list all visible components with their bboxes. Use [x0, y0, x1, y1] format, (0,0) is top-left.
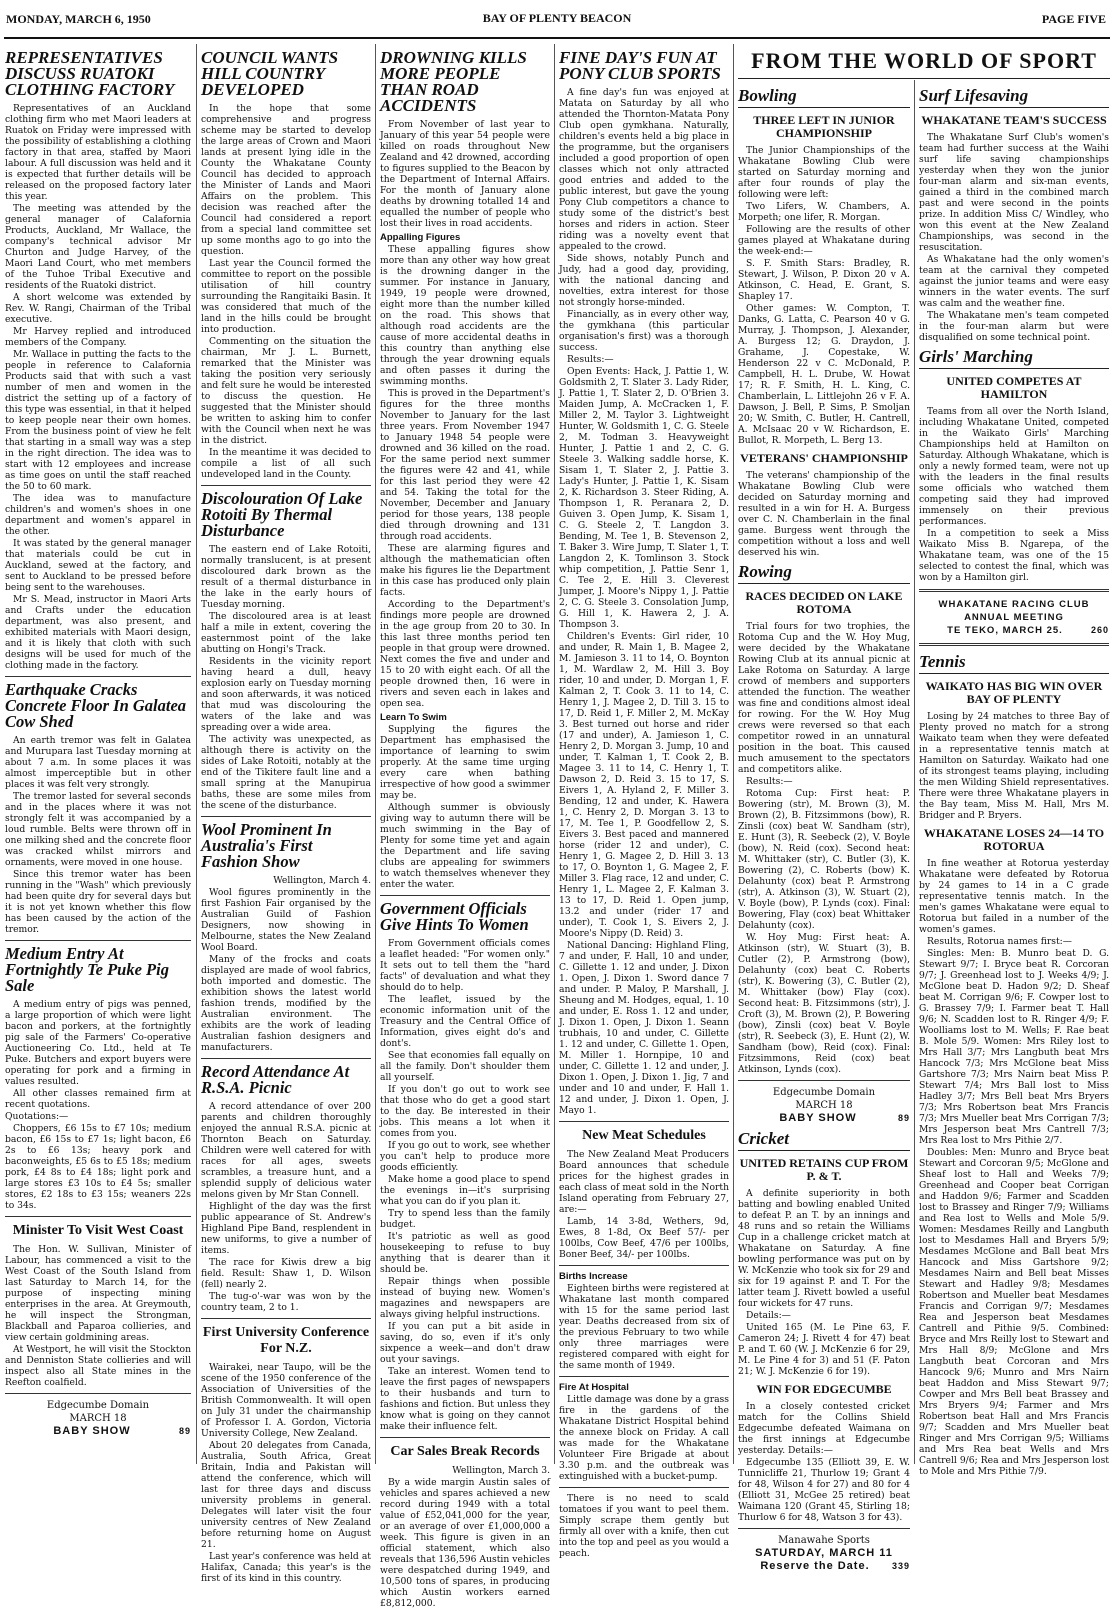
paragraph: About 20 delegates from Canada, Australia, South Africa, Great Britain, India and Pakistan will attend the conference, which will last for three days and discuss university problems in general. Delegates will later visit the four university centres of New Zealand before returning home on August 21.	[201, 1440, 371, 1550]
paragraph: A fine day's fun was enjoyed at Matata on Saturday by all who attended the Thornton-Matata Pony Club open gymkhana. Naturally, children's events held a big place in the programme, but the organisers included a good proportion of open classes which not only attracted good entries and added to the public interest, but gave the young Pony Club competitors a chance to study some of the district's best horses and riders in action. Steer riding was a novelty event that appealed to the crowd.	[559, 87, 729, 252]
column-divider	[554, 44, 555, 1464]
headline-births: Births Increase	[559, 1271, 628, 1282]
paragraph: There is no need to scald tomatoes if you want to peel them. Simply scrape them gently but firmly all over with a knife, then cut into the top and peel as you would a peach.	[559, 1493, 729, 1559]
column-divider	[375, 44, 376, 1464]
paragraph: Highlight of the day was the first public appearance of St. Andrew's Highland Pipe Band, resplendent in new uniforms, to give a number of items.	[201, 1201, 371, 1256]
headline-whakatane-loses: WHAKATANE LOSES 24—14 TO ROTORUA	[923, 826, 1105, 853]
paragraph: Lamb, 14 3-8d, Wethers, 9d, Ewes, 8 1-8d, Ox Beef 57/- per 100lbs, Cow Beef, 47/6 per 100lbs, Boner Beef, 34/- per 100lbs.	[559, 1216, 729, 1260]
paragraph: Mr Harvey replied and introduced members of the Company.	[5, 326, 191, 348]
headline-junior-championship: THREE LEFT IN JUNIOR CHAMPIONSHIP	[753, 113, 895, 140]
advert-title: Reserve the Date. 339	[760, 1560, 910, 1572]
headline-veterans: VETERANS' CHAMPIONSHIP	[740, 451, 908, 465]
headline-university: First University Conference For N.Z.	[202, 1325, 370, 1356]
column-divider	[196, 44, 197, 1464]
paragraph: Residents in the vicinity report having heard a dull, heavy explosion early on Tuesday morning and soon afterwards, it was noticed that mud was discolouring the waters of the lake and was spreading over a wide area.	[201, 656, 371, 733]
paragraph: S. F. Smith Stars: Bradley, R. Stewart, J. Wilson, P. Dixon 20 v A. Atkinson, C. Head, E. Grant, S. Shapley 17.	[738, 258, 910, 302]
column-5	[738, 82, 910, 1572]
paragraph: Losing by 24 matches to three Bay of Plenty proved no match for a strong Waikato team when they were defeated in a representative tennis match at Hamilton on Saturday. Waikato had one of its strongest teams playing, including the men Wilding Shield representatives. There were three Whakatane players in the Bay team, Miss M. Hall, Mrs M. Bridger and P. Bryers.	[919, 711, 1109, 821]
paragraph: Side shows, notably Punch and Judy, had a good day, providing, with the national dancing and novelties, extra interest for those not strongly horse-minded.	[559, 253, 729, 308]
headline-hints-women: Government Officials Give Hints To Women	[380, 899, 529, 934]
advert-baby-show	[5, 1399, 191, 1438]
paragraph: According to the Department's findings more people are drowned in the age group from 20 to 30. In this last three months period ten people in that group were drowned. Next comes the five and under and 15 to 20 with eight each. Of all the people drowned then, 16 were in rivers and seven each in lakes and open sea.	[380, 599, 550, 709]
paragraph: Supplying the figures the Department has emphasised the importance of learning to swim properly. At the same time urging every care when bathing irrespective of how good a swimmer may be.	[380, 724, 550, 801]
paragraph: Open Events: Hack, J. Pattie 1, W. Goldsmith 2, T. Slater 3. Lady Rider, J. Pattie 1, T. Slater 2, D. O'Brien 3. Maiden Jump, A. McCracken 1, F. Miller 2, M. Taylor 3. Lightweight Hunter, W. Goldsmith 1, C. G. Steele 2, M. Todman 3. Heavyweight Hunter, J. Pattie 1 and 2, C. G. Steele 3. Walking saddle horse, K. Sisam 1, T. Slater 2, J. Pattie 3. Lady's Hunter, J. Pattie 1, K. Sisam 2, K. Richardson 3. Steer Riding, A. Thompson 1, R. Peranara 2, D. Guiven 3. Open Jump, K. Sisam 1, C. G. Steele 2, T. Langdon 3. Bending, M. Tee 1, B. Stevenson 2, T. Baker 3. Wire Jump, T. Slater 1, T. Langdon 2, K. Tomlinson 3. Stock whip competition, J. Pattie Senr 1, C. Tee 2, E. Hill 3. Cleverest Jumper, J. Moore's Nippy 1, J. Pattie 2, C. G. Steele 3. Consolation Jump, G. Hill 1, K. Hawera 2, J. A. Thompson 3.	[559, 366, 729, 630]
advert-title: BABY SHOW 89	[779, 1112, 910, 1124]
headline-pig-sale: Medium Entry At Fortnightly Te Puke Pig Sale	[5, 944, 169, 995]
paragraph: Following are the results of other games played at Whakatane during the week-end:—	[738, 224, 910, 257]
divider	[380, 1437, 550, 1438]
divider	[738, 1080, 910, 1081]
paragraph: The veterans' championship of the Whakatane Bowling Club were decided on Saturday morning and resulted in a win for H. A. Burgess over C. N. Chamberlain in the final game. Burgess went through the competition without a loss and well deserved his win.	[738, 470, 910, 558]
column-4	[559, 46, 729, 1559]
paragraph: From Government officials comes a leaflet headed: "For women only." It sets out to tell them the "hard facts" of devaluation and what they should do to help.	[380, 938, 550, 993]
advert-manawahe-sports	[738, 1534, 910, 1573]
column-1	[5, 46, 191, 1462]
paragraph: Last year's conference was held at Halifax, Canada; this year's is the first of its kind in this country.	[201, 1551, 371, 1584]
paragraph: In the hope that some comprehensive and progress scheme may be started to develop the large areas of Crown and Maori lands at present lying idle in the County the Whakatane County Council has decided to approach the Minister of Lands and Maori Affairs on the problem. This decision was reached after the Council had considered a report from a special land committee set up some months ago to go into the question.	[201, 103, 371, 257]
divider	[201, 1058, 371, 1059]
divider	[5, 1216, 191, 1217]
paragraph: From November of last year to January of this year 54 people were killed on roads throughout New Zealand and 42 drowned, according to figures supplied to the Beacon by the Department of Internal Affairs. For the month of January alone deaths by drowning totalled 14 and equalled the number of people who lost their lives in road accidents.	[380, 119, 550, 229]
divider	[738, 1528, 910, 1529]
headline-lake-rotoma: RACES DECIDED ON LAKE ROTOMA	[745, 589, 903, 616]
advert-title: SATURDAY, MARCH 11	[755, 1547, 893, 1559]
advert-number: 89	[897, 1113, 910, 1123]
section-cricket: Cricket	[738, 1129, 910, 1151]
advert-title: BABY SHOW 89	[53, 1425, 191, 1437]
paragraph: Many of the frocks and coats displayed are made of wool fabrics, both imported and domestic. The exhibition shows the latest world fashion trends, modified by the Australian environment. The exhibits are the work of leading Australian fashion designers and manufacturers.	[201, 954, 371, 1053]
divider	[919, 589, 1109, 592]
paragraph: Children's Events: Girl rider, 10 and under, R. Main 1, B. Magee 2, M. Jamieson 3. 11 to 14, O. Boynton 1, M. Wardlaw 2, M. Hill 3. Boy rider, 10 and under, D. Morgan 1, F. Kalman 2, T. Cook 3. 11 to 14, C. Henry 1, J. Magee 2, D. Till 3. 15 to 17, D. Reid 1, F. Miller 2, M. McKay 3. Best turned out horse and rider (17 and under), A. Jamieson 1, C. Henry 2, D. Morgan 3. Jump, 10 and under, T. Kalman 1, T. Cook 2, B. Magee 3. 11 to 14, C. Henry 1, T. Dawson 2, D. Reid 3. 15 to 17, S. Eivers 1, A. Hyland 2, F. Miller 3. Bending, 12 and under, K. Hawera 1, C. Henry 2, D. Morgan 3. 13 to 17, M. Tee 1, P. Goodfellow 2, S. Eivers 3. Best paced and mannered horse (rider 12 and under), C. Henry 1, G. Magee 2, D. Hill 3. 13 to 17, O. Boynton 1, G. Magee 2, F. Miller 3. Flag race, 12 and under, C. Henry 1, L. Magee 2, F. Kalman 3. 13 to 17, D. Reid 1. Open jump, 13.2 and under (rider 17 and under), T. Cook 1, S. Eivers 2, J. Moore's Nippy (D. Reid) 3.	[559, 631, 729, 939]
advert-number: 89	[178, 1426, 191, 1436]
paragraph: Results:—	[567, 354, 614, 365]
paragraph: Try to spend less than the family budget.	[380, 1208, 550, 1230]
paragraph: The tug-o'-war was won by the country team, 2 to 1.	[201, 1291, 371, 1313]
headline-united-hamilton: UNITED COMPETES AT HAMILTON	[946, 374, 1082, 401]
paragraph: National Dancing: Highland Fling, 7 and under, F. Hall, 10 and under, C. Gillette 1. 12 and under, J. Dixon 1. Open, J. Dixon 1. Sword dance 7 and under. P. Maloy, P. Marshall, J. Sheung and M. Hodges, equal, 1. 10 and under, E. Ross 1. 12 and under, J. Dixon 1. Open, J. Dixon 1. Seann trubhais, 10 and under, C. Gillette 1. 12 and under, C. Gillette 1. Open, M. Miller 1. Hornpipe, 10 and under, C. Gillette 1. 12 and under, J. Dixon 1. Open, J. Dixon 1. Jig, 7 and under and 10 and under, F. Hall 1. 12 and under, J. Dixon 1. Open, J. Mayo 1.	[559, 940, 729, 1116]
divider	[559, 1376, 729, 1377]
column-divider	[733, 44, 734, 1464]
paragraph: All other classes remained firm at recent quotations.	[5, 1088, 191, 1110]
paragraph: These appalling figures show more than any other way how great is the drowning danger in the summer. For instance in January, 1949, 19 people were drowned, eight more than the number killed on the road. This shows that although road accidents are the cause of more accidental deaths in this country than anything else through the year drowning equals and often passes it during the swimming months.	[380, 244, 550, 387]
paragraph: At Westport, he will visit the Stockton and Denniston State collieries and will inspect also all State mines in the Reefton coalfield.	[5, 1344, 191, 1388]
column-divider	[914, 80, 915, 1464]
headline-council: COUNCIL WANTS HILL COUNTRY DEVELOPED	[201, 48, 339, 99]
paragraph: The Whakatane Surf Club's women's team had further success at the Waihi surf life saving championships yesterday when they won the junior four-man alarm and six-man events, gained a third in the combined march past and were second in the points prize. In addition Miss C/ Windley, who won this event at the New Zealand Championships, was second in the resuscitation.	[919, 132, 1109, 253]
paragraph: Although summer is obviously giving way to autumn there will be much swimming in the Bay of Plenty for some time yet and again the Department and life saving clubs are appealing for swimmers to watch themselves whenever they enter the water.	[380, 802, 550, 890]
paragraph: Quotations:—	[5, 1111, 69, 1122]
paragraph: A short welcome was extended by Rev. W. Rangi, Chairman of the Tribal executive.	[5, 292, 191, 325]
paragraph: An earth tremor was felt in Galatea and Murupara last Tuesday morning at about 7 a.m. In some places it was almost imperceptible but in other places it was felt very strongly.	[5, 735, 191, 790]
paragraph: The leaflet, issued by the economic information unit of the Treasury and the Central Office of Information, gives eight do's and dont's.	[380, 994, 550, 1049]
divider	[5, 1393, 191, 1394]
paragraph: Teams from all over the North Island, including Whakatane United, competed in the Waikato Girls' Marching Championships held at Hamilton on Saturday. Although Whakatane, which is only a newly formed team, were not up with the leaders in the final results some officials who watched them competing said they had improved immensely on their previous performances.	[919, 406, 1109, 527]
divider	[380, 895, 550, 896]
paragraph: In the meantime it was decided to compile a list of all such undeveloped land in the County.	[201, 447, 371, 480]
paragraph: If you can put a bit aside in saving, do so, even if it's only sixpence a week—and don't draw out your savings.	[380, 1321, 550, 1365]
section-surf-lifesaving: Surf Lifesaving	[919, 86, 1109, 108]
paragraph: The Junior Championships of the Whakatane Bowling Club were started on Saturday morning and after four rounds of play the following were left:	[738, 145, 910, 200]
paragraph: In a competition to seek a Miss Waikato Miss B. Ngarepa, of the Whakatane team, was one of the 15 selected to contest the final, which was won by a Hamilton girl.	[919, 528, 1109, 583]
headline-earthquake: Earthquake Cracks Concrete Floor In Galatea Cow Shed	[5, 680, 187, 731]
headline-car-sales: Car Sales Break Records	[390, 1444, 540, 1459]
advert-line: Edgecumbe Domain	[46, 1400, 150, 1411]
section-tennis: Tennis	[919, 652, 1109, 674]
subheading: Appalling Figures	[380, 232, 461, 243]
headline-whakatane-team: WHAKATANE TEAM'S SUCCESS	[921, 113, 1107, 127]
paragraph: Last year the Council formed the committee to report on the possible utilisation of hill country surrounding the Rangitaiki Basin. It was considered that much of the land in the hills could be brought into production.	[201, 258, 371, 335]
paragraph: Two Lifers, W. Chambers, A. Morpeth; one lifer, R. Morgan.	[738, 201, 910, 223]
paragraph: Details:—	[746, 1310, 791, 1321]
paragraph: In a closely contested cricket match for the Collins Shield Edgecumbe defeated Waimana on the first innings at Edgecumbe yesterday. Details:—	[738, 1401, 910, 1456]
divider	[559, 1487, 729, 1488]
paragraph: Since this tremor water has been running in the "Wash" which previously had been quite dry for several days but it is not yet known whether this flow has been caused by the action of the tremor.	[5, 869, 191, 935]
paragraph: It was stated by the general manager that materials could be cut in Auckland, sewed at the factory, and sent to Auckland to be pressed before being sent to the warehouses.	[5, 538, 191, 593]
paragraph: W. Hoy Mug: First heat: A. Atkinson (str), W. Stuart (3), B. Cutler (2), P. Armstrong (bow), Delahunty (cox) beat C. Roberts (str), K. Bowering (3), C. Butler (2), M. Whittaker (bow) Flay (cox). Second heat: B. Fitzsimmons (str), J. Croft (3), M. Brown (2), P. Bowering (bow), Zinsli (cox) beat V. Boyle (str), R. Seebeck (3), E. Hunt (2), W. Sandham (bow), Reid (cox). Final: Fitzsimmons, Reid (cox) beat Atkinson, Lynds (cox).	[738, 932, 910, 1075]
paragraph: In fine weather at Rotorua yesterday Whakatane were defeated by Rotorua by 24 games to 14 in a C grade representative tennis match. In the men's games Whakatane were equal to Rotorua but failed in a number of the women's games.	[919, 858, 1109, 935]
paragraph: Commenting on the situation the chairman, Mr J. L. Burnett, remarked that the Minister was taking the position very seriously and felt sure he would be interested to discuss the question. He suggested that the Minister should be written to asking him to confer with the Council when next he was in the district.	[201, 336, 371, 446]
paragraph: These are alarming figures and although the mathematician often make his figures lie the Department in this case has produced only plain facts.	[380, 543, 550, 598]
headline-united-cup: UNITED RETAINS CUP FROM P. & T.	[739, 1156, 909, 1183]
advert-baby-show	[738, 1086, 910, 1125]
paragraph: Little damage was done by a grass fire in the gardens of the Whakatane District Hospital behind the annexe block on Friday. A call was made for the Whakatane Volunteer Fire Brigade at about 3.30 p.m. and the outbreak was extinguished with a bucket-pump.	[559, 1394, 729, 1482]
headline-hospital-fire: Fire At Hospital	[559, 1382, 629, 1393]
page-number: PAGE FIVE	[1041, 12, 1106, 26]
issue-date: MONDAY, MARCH 6, 1950	[6, 12, 151, 26]
paragraph: Eighteen births were registered at Whakatane last month compared with 15 for the same period last year. Deaths decreased from six of the previous February to two while only three marriages were registered compared with eight for the same month of 1949.	[559, 1283, 729, 1371]
paragraph: Results:—	[746, 776, 793, 787]
paragraph: Mr S. Mead, instructor in Maori Arts and Crafts under the education department, was also present, and exhibited materials with Maori design, and it is likely that cloth with such designs will be used for much of the clothing made in the factory.	[5, 594, 191, 671]
paragraph: Singles: Men: B. Munro beat D. G. Stewart 9/7; I. Bryce beat R. Corcoran 9/7; J. Greenhead lost to J. Weeks 4/9; J. McGlone beat D. Hadon 9/2; D. Sheaf beat M. Corrigan 9/6; F. Cowper lost to G. Brassey 7/9; I. Farmer beat T. Hall 9/6; N. Scadden lost to R. Ringer 4/9; F. Woolliams lost to M. Wells; F. Rae beat B. Mole 5/9. Women: Mrs Riley lost to Mrs Hall 3/7; Mrs Langbuth beat Mrs Hancock 7/3; Mrs McGlone beat Miss Gartshore 7/3; Mrs Nairn beat Miss P. Stewart 7/4; Mrs Ball lost to Miss Hadley 3/7; Mrs Bell beat Mrs Bryers 7/3; Mrs Robertson beat Mrs Francis 7/3; Mrs Mueller beat Mrs Corrigan 7/3; Mrs Jesperson beat Mrs Cantrell 7/3; Mrs Rea lost to Mrs Pithie 2/7.	[919, 948, 1109, 1146]
paragraph: A medium entry of pigs was penned, a large proportion of which were light bacon and porkers, at the fortnightly pig sale of the Farmers' Co-operative Auctioneering Co. Ltd., held at Te Puke. Butchers and export buyers were operating for pork and a firming in values resulted.	[5, 999, 191, 1087]
paragraph: Take an interest. Women tend to leave the first pages of newspapers to their husbands and turn to fashions and fiction. But unless they know what is going on they cannot make their influence felt.	[380, 1366, 550, 1432]
advert-number: 339	[891, 1561, 910, 1571]
paragraph: Wool figures prominently in the first Fashion Fair organised by the Australian Guild of Fashion Designers, now showing in Melbourne, states the New Zealand Wool Board.	[201, 887, 371, 953]
advert-title: TE TEKO, MARCH 25. 260	[947, 625, 1109, 636]
headline-rsa-picnic: Record Attendance At R.S.A. Picnic	[201, 1062, 350, 1097]
paragraph: Make home a good place to spend the evenings in—it's surprising what you can do if you plan it.	[380, 1174, 550, 1207]
column-3	[380, 46, 550, 1609]
paragraph: The activity was unexpected, as although there is activity on the sides of Lake Rotoiti, notably at the end of the Tikitere fault line and a small spring at the Manupirua baths, these are some miles from the scene of the disturbance.	[201, 734, 371, 811]
paragraph: United 165 (M. Le Pine 63, F. Cameron 24; J. Rivett 4 for 47) beat P. and T. 60 (W. J. McKenzie 6 for 29, M. Le Pine 4 for 3) and 51 (F. Paton 21; W. J. McKenzie 6 for 19).	[738, 1322, 910, 1377]
paragraph: The Hon. W. Sullivan, Minister of Labour, has commenced a visit to the West Coast of the South Island from last Saturday to March 14, for the purpose of inspecting mining enterprises in the area. At Greymouth, he will inspect the Strongman, Blackball and Paparoa collieries, and view certain goldmining areas.	[5, 1244, 191, 1343]
headline-pony-club: FINE DAY'S FUN AT PONY CLUB SPORTS	[559, 48, 721, 83]
headline-drowning: DROWNING KILLS MORE PEOPLE THAN ROAD ACCIDENTS	[380, 48, 527, 115]
paragraph: This is proved in the Department's figures for the three months November to January for the last three years. From November 1947 to January 1948 54 people were drowned and 36 killed on the road. For the same period next summer the figures were 42 and 41, while for this last period they were 42 and 54. Taking the total for the November, December and January period for those years, 138 people died through drowning and 131 through road accidents.	[380, 388, 550, 542]
paragraph: Results, Rotorua names first:—	[927, 936, 1072, 947]
paragraph: The idea was to manufacture children's and women's shoes in one department and women's apparel in the other.	[5, 493, 191, 537]
paragraph: The meeting was attended by the general manager of Calafornia Products, Auckland, Mr Wallace, the company's technical advisor Mr Churton and Judge Harvey, of the Maori Land Court, who met members of the Tuhoe Tribal Executive and residents of the Ruatoki district.	[5, 203, 191, 291]
divider	[201, 1318, 371, 1319]
headline-meat-schedules: New Meat Schedules	[582, 1128, 706, 1143]
subheading: Learn To Swim	[380, 712, 447, 723]
paragraph: Financially, as in every other way, the gymkhana (this particular organisation's first) was a thorough success.	[559, 309, 729, 353]
paragraph: The race for Kiwis drew a big field. Result: Shaw 1, D. Wilson (fell) nearly 2.	[201, 1257, 371, 1290]
paragraph: Choppers, £6 15s to £7 10s; medium bacon, £6 15s to £7 1s; light bacon, £6 2s to £6 13s; heavy pork and baconweights, £5 6s to £5 18s; medium pork, £4 8s to £4 18s; light pork and large stores £3 10s to £4 5s; smaller stores, £2 18s to £3 15s; weaners 22s to 34s.	[5, 1123, 191, 1211]
paragraph: Repair things when possible instead of buying new. Women's magazines and newspapers are always giving helpful instructions.	[380, 1276, 550, 1320]
advert-title: ANNUAL MEETING	[964, 612, 1064, 623]
paragraph: It's patriotic as well as good housekeeping to refuse to buy anything that is dearer than it should be.	[380, 1231, 550, 1275]
headline-waikato-win: WAIKATO HAS BIG WIN OVER BAY OF PLENTY	[925, 679, 1103, 706]
column-2	[201, 46, 371, 1584]
paragraph: Trial fours for two trophies, the Rotoma Cup and the W. Hoy Mug, were decided by the Whakatane Rowing Club at its annual picnic at Lake Rotoma on Saturday. A large crowd of members and supporters attended the function. The weather was fine and conditions almost ideal for rowing. For the W. Hoy Mug crews were reversed so that each competitor rowed in an unnatural position in the boat. This caused much amusement to the spectators and competitors alike.	[738, 621, 910, 775]
paragraph: Rotoma Cup: First heat: P. Bowering (str), M. Brown (3), M. Brown (2), B. Fitzsimmons (bow), R. Zinsli (cox) beat W. Sandham (str), E. Hunt (3), R. Seebeck (2), V. Boyle (bow), N. Reid (cox). Second heat: M. Whittaker (str), C. Butler (3), K. Bowering (2), C. Roberts (bow) K. Delahunty (cox) beat P. Armstrong (str), A. Atkinson (3), W. Stuart (2), V. Boyle (bow), P. Lynds (cox). Final: Bowering, Flay (cox) beat Whittaker Delahunty (cox).	[738, 788, 910, 931]
divider	[559, 1265, 729, 1266]
paragraph: A record attendance of over 200 parents and children thoroughly enjoyed the annual R.S.A. picnic at Thornton Beach on Saturday. Children were well catered for with races for all ages, sweets scrambles, a treasure hunt, and a splendid supply of delicious water melons given by Mr Stan Connell.	[201, 1101, 371, 1200]
advert-racing-club	[919, 598, 1109, 637]
paragraph: Mr. Wallace in putting the facts to the people in reference to Calafornia Products said that with such a vast number of men and women in the district the setting up of a factory of this type was essential, in that it helped to keep people near their own homes. From the business point of view he felt that starting in a small way was a step in the right direction. The idea was to start with 12 employees and increase as time goes on until the staff reached the 50 to 60 mark.	[5, 349, 191, 492]
divider	[559, 1121, 729, 1122]
paragraph: A definite superiority in both batting and bowling enabled United to defeat P. an T. by an innings and 48 runs and so retain the Williams Cup in a challenge cricket match at Whakatane on Saturday. A fine bowling performance was put on by W. McKenzie who took six for 29 and six for 19 against P. and T. For the latter team J. Rivett bowled a useful four wickets for 47 runs.	[738, 1188, 910, 1309]
paragraph: Representatives of an Auckland clothing firm who met Maori leaders at Ruatok on Friday were impressed with the possibility of establishing a clothing factory in that area, staffed by Maori labour. A full discussion was held and it is expected that further details will be released on the proposed factory later this year.	[5, 103, 191, 202]
paragraph: As Whakatane had the only women's team at the carnival they competed against the junior teams and were easy winners in the water events. The surf was calm and the weather fine.	[919, 254, 1109, 309]
masthead-rule	[4, 37, 1110, 39]
advert-line: MARCH 18	[69, 1413, 127, 1424]
divider	[5, 940, 191, 941]
paragraph: The eastern end of Lake Rotoiti, normally translucent, is at present discoloured dark brown as the result of a thermal disturbance in the lake in the early hours of Tuesday morning.	[201, 544, 371, 610]
paragraph: Doubles: Men: Munro and Bryce beat Stewart and Corcoran 9/5; McGlone and Sheaf lost to Hall and Weeks 7/9; Greenhead and Cooper beat Corrigan and Haddon 9/6; Farmer and Scadden lost to Brassey and Ringer 7/9; Williams and Rea lost to Wells and Mole 5/9. Women: Mesdames Reilly and Langbuth lost to Mesdames Hall and Bryers 5/9; Mesdames McGlone and Ball beat Mrs Hancock and Miss Gartshore 9/2; Mesdames Nairn and Bell beat Misses Stewart and Hadley 9/8; Mesdames Robertson and Mueller beat Mesdames Francis and Corrigan 9/7; Mesdames Rea and Jesperson beat Mesdames Cantrell and Pithie 9/5. Combined: Bryce and Mrs Reilly lost to Stewart and Mrs Hall 8/9; McGlone and Mrs Langbuth beat Corcoran and Mrs Hancock 9/6; Munro and Mrs Nairn beat Haddon and Miss Stewart 9/7; Cowper and Mrs Bell beat Brassey and Mrs Bryers 9/4; Farmer and Mrs Robertson beat Hall and Mrs Francis 9/7; Scadden and Mrs Mueller beat Ringer and Mrs Corrigan 9/5; Williams and Mrs Rea beat Wells and Mrs Cantrell 9/6; Rea and Mrs Jesperson lost to Mole and Mrs Pithie 7/9.	[919, 1147, 1109, 1477]
paragraph: Other games: W. Compton, T. Danks, G. Latta, C. Pearson 40 v G. Murray, J. Thompson, J. Alexander, A. Burgess 12; G. Draydon, J. Grahame, J. Copestake, W. Henderson 22 v C. McDonald, P. Campbell, H. L. Drube, W. Howat 17; R. F. Smith, H. L. King, C. Chamberlain, L. Littlejohn 26 v F. A. Dawson, J. Bell, P. Sims, P. Smoljan 20; W. Smith, C. Butler, H. Cantrell, A. McIsaac 20 v W. Richardson, E. Bullot, R. Morpeth, L. Berg 13.	[738, 303, 910, 446]
headline-wool-fashion: Wool Prominent In Australia's First Fashion Show	[201, 820, 332, 871]
paragraph: The New Zealand Meat Producers Board announces that schedule prices for the highest grades in each class of meat sold in the North Island operating from February 27, are:—	[559, 1149, 729, 1215]
divider	[201, 816, 371, 817]
paragraph: Wairakei, near Taupo, will be the scene of the 1950 conference of the Association of Universities of the British Commonwealth. It will open on July 31 under the chairmanship of Professor I. A. Gordon, Victoria University College, New Zealand.	[201, 1362, 371, 1439]
paragraph: If you don't go out to work see that those who do get a good start to the day. Be interested in their jobs. This means a lot when it comes from you.	[380, 1084, 550, 1139]
paragraph: The tremor lasted for several seconds and in the places where it was not strongly felt it was accompanied by a loud rumble. Belts were thrown off in one milking shed and the concrete floor was cracked whilst mirrors and ornaments, were moved in one house.	[5, 791, 191, 868]
paper-name: BAY OF PLENTY BEACON	[482, 11, 632, 25]
advert-line: Edgecumbe Domain	[772, 1087, 876, 1098]
paragraph: The Whakatane men's team competed in the four-man alarm but were disqualified on some technical point.	[919, 310, 1109, 343]
divider	[919, 643, 1109, 646]
section-rowing: Rowing	[738, 562, 910, 584]
paragraph: See that economies fall equally on all the family. Don't shoulder them all yourself.	[380, 1050, 550, 1083]
dateline: Wellington, March 3.	[452, 1465, 550, 1476]
paragraph: By a wide margin Austin sales of vehicles and spares achieved a new record during 1949 with a total value of £52,041,000 for the year, or an average of over £1,000,000 a week. This figure is given in an official statement, which also reveals that 136,596 Austin vehicles were despatched during 1949, and 10,500 tons of spares, in producing which Austin workers earned £8,812,000.	[380, 1477, 550, 1609]
advert-number: 260	[1090, 625, 1109, 635]
advert-line: Manawahe Sports	[778, 1535, 870, 1546]
section-girls-marching: Girls' Marching	[919, 347, 1109, 369]
paragraph: The discoloured area is at least half a mile in extent, covering the easternmost point of the lake abutting on Hongi's Track.	[201, 611, 371, 655]
headline-minister-visit: Minister To Visit West Coast	[12, 1223, 184, 1238]
divider	[201, 485, 371, 486]
divider	[5, 676, 191, 677]
sport-banner: FROM THE WORLD OF SPORT	[738, 44, 1110, 79]
headline-ruatoki-factory: REPRESENTATIVES DISCUSS RUATOKI CLOTHING FACTORY	[5, 48, 175, 99]
column-6	[919, 82, 1109, 1477]
masthead	[0, 0, 1114, 40]
advert-line: MARCH 18	[795, 1100, 853, 1111]
paragraph: If you go out to work, see whether you can't help to produce more goods efficiently.	[380, 1140, 550, 1173]
dateline: Wellington, March 4.	[273, 875, 371, 886]
paragraph: Edgecumbe 135 (Elliott 39, E. W. Tunnicliffe 21, Thurlow 19; Grant 4 for 48, Wilson 4 for 27) and 80 for 4 (Elliott 31, McGee 25 retired) beat Waimana 120 (Grant 45, Stirling 18; Thurlow 6 for 48, Watson 3 for 43).	[738, 1457, 910, 1523]
section-bowling: Bowling	[738, 86, 910, 108]
advert-title: WHAKATANE RACING CLUB	[938, 599, 1090, 610]
headline-lake-rotoiti: Discolouration Of Lake Rotoiti By Thermal Disturbance	[201, 489, 363, 540]
headline-edgecumbe-win: WIN FOR EDGECUMBE	[756, 1382, 892, 1396]
